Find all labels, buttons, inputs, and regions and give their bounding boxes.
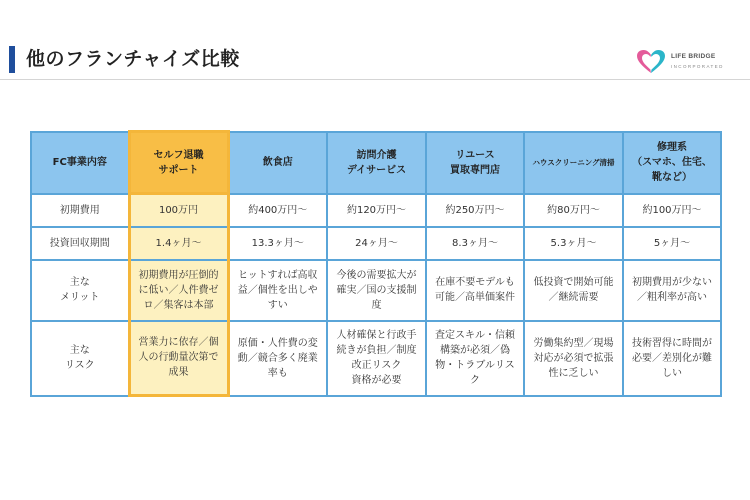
table-cell: 原価・人件費の変 動／競合多く廃業 率も <box>228 321 327 396</box>
title-accent-bar <box>9 46 15 73</box>
page-title: 他のフランチャイズ比較 <box>26 48 240 70</box>
column-header-self-retirement: セルフ退職 サポート <box>129 132 228 194</box>
table-cell: 約120万円〜 <box>327 194 426 227</box>
table-row <box>31 260 721 321</box>
header-divider <box>0 79 750 80</box>
table-cell: 人材確保と行政手 続きが負担／制度 改正リスク 資格が必要 <box>327 321 426 396</box>
table-cell: 約250万円〜 <box>426 194 524 227</box>
table-cell: 100万円 <box>129 194 228 227</box>
table-cell: 5ヶ月〜 <box>623 227 721 260</box>
column-header-home-care: 訪問介護 デイサービス <box>327 132 426 194</box>
table-header-row <box>31 132 721 194</box>
table-row <box>31 321 721 396</box>
table-cell: 在庫不要モデルも 可能／高単価案件 <box>426 260 524 321</box>
table-cell: 初期費用が圧倒的 に低い／人件費ゼ ロ／集客は本部 <box>129 260 228 321</box>
table-cell: 約400万円〜 <box>228 194 327 227</box>
row-label-payback-period: 投資回収期間 <box>31 227 129 260</box>
table-cell: 1.4ヶ月〜 <box>129 227 228 260</box>
table-corner-header: FC事業内容 <box>31 132 129 194</box>
table-cell: 8.3ヶ月〜 <box>426 227 524 260</box>
table-cell: 13.3ヶ月〜 <box>228 227 327 260</box>
table-cell: 技術習得に時間が 必要／差別化が難 しい <box>623 321 721 396</box>
table-cell: 低投資で開始可能 ／継続需要 <box>524 260 623 321</box>
franchise-comparison-table <box>30 130 722 397</box>
table-cell: 約100万円〜 <box>623 194 721 227</box>
column-header-house-cleaning: ハウスクリーニング清掃 <box>524 132 623 194</box>
logo-line1: LIFE BRIDGE <box>671 53 716 60</box>
row-label-initial-cost: 初期費用 <box>31 194 129 227</box>
row-label-risks: 主な リスク <box>31 321 129 396</box>
table-cell: 営業力に依存／個 人の行動量次第で 成果 <box>129 321 228 396</box>
column-header-repair: 修理系 （スマホ、住宅、 靴など） <box>623 132 721 194</box>
heart-logo-icon <box>636 49 666 75</box>
table-cell: 労働集約型／現場 対応が必須で拡張 性に乏しい <box>524 321 623 396</box>
logo-line2: INCORPORATED <box>671 64 724 69</box>
table-cell: 査定スキル・信頼 構築が必須／偽 物・トラブルリス ク <box>426 321 524 396</box>
row-label-merits: 主な メリット <box>31 260 129 321</box>
company-logo <box>636 49 724 75</box>
table-cell: 初期費用が少ない ／粗利率が高い <box>623 260 721 321</box>
column-header-reuse: リユース 買取専門店 <box>426 132 524 194</box>
table-cell: 約80万円〜 <box>524 194 623 227</box>
table-cell: 24ヶ月〜 <box>327 227 426 260</box>
table-cell: 今後の需要拡大が 確実／国の支援制 度 <box>327 260 426 321</box>
table-cell: ヒットすれば高収 益／個性を出しや すい <box>228 260 327 321</box>
table-row <box>31 227 721 260</box>
table-cell: 5.3ヶ月〜 <box>524 227 623 260</box>
column-header-restaurant: 飲食店 <box>228 132 327 194</box>
table-row <box>31 194 721 227</box>
